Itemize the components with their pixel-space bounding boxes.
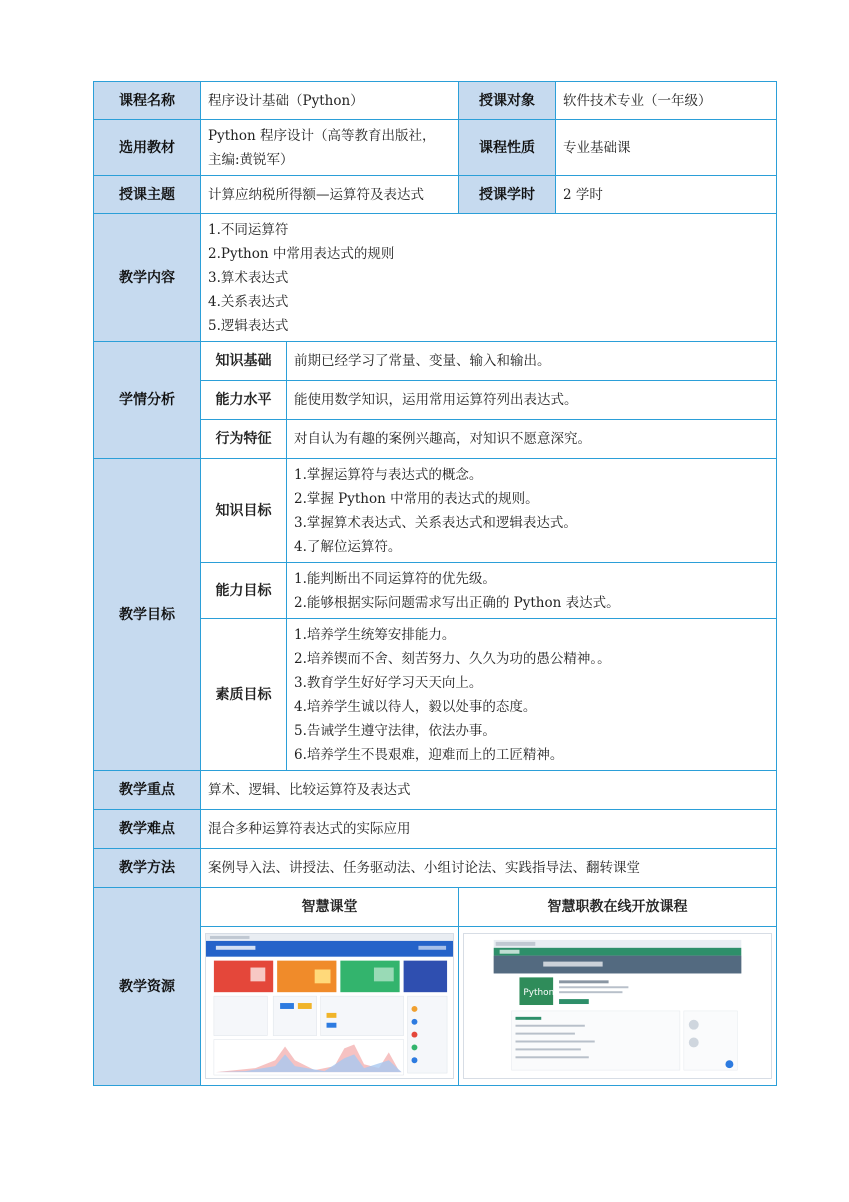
- knowledge-goal-list: [287, 459, 777, 563]
- list-item: 2.掌握 Python 中常用的表达式的规则。: [294, 490, 539, 507]
- online-course-screenshot: [463, 933, 772, 1079]
- online-course-screenshot-cell: [459, 927, 777, 1086]
- smart-classroom-screenshot: [205, 933, 454, 1079]
- audience-label: 授课对象: [459, 82, 556, 120]
- smart-classroom-screenshot-cell: [201, 927, 459, 1086]
- analysis-label: 学情分析: [94, 342, 201, 459]
- topic-value: 计算应纳税所得额—运算符及表达式: [201, 176, 459, 214]
- list-item: 3.掌握算术表达式、关系表达式和逻辑表达式。: [294, 514, 577, 531]
- resource-col-smart-classroom: 智慧课堂: [201, 888, 459, 927]
- lesson-plan-table: [93, 81, 777, 1086]
- ability-goal-list: [287, 563, 777, 619]
- resources-label: 教学资源: [94, 888, 201, 1086]
- list-item: 4.培养学生诚以待人，毅以处事的态度。: [294, 698, 537, 715]
- course-name-label: 课程名称: [94, 82, 201, 120]
- list-item: 5.逻辑表达式: [208, 317, 289, 334]
- quality-goal-list: [287, 619, 777, 771]
- knowledge-base-label: 知识基础: [201, 342, 287, 381]
- list-item: 1.培养学生统筹安排能力。: [294, 626, 456, 643]
- list-item: 1.掌握运算符与表达式的概念。: [294, 466, 483, 483]
- textbook-label: 选用教材: [94, 120, 201, 176]
- course-page-thumbnail-icon: [464, 934, 771, 1078]
- list-item: 1.不同运算符: [208, 221, 289, 238]
- nature-label: 课程性质: [459, 120, 556, 176]
- nature-value: 专业基础课: [556, 120, 777, 176]
- resource-col-online-course: 智慧职教在线开放课程: [459, 888, 777, 927]
- ability-level-label: 能力水平: [201, 381, 287, 420]
- content-list: [201, 214, 777, 342]
- key-points-label: 教学重点: [94, 771, 201, 810]
- audience-value: 软件技术专业（一年级）: [556, 82, 777, 120]
- python-logo-text: Python: [523, 988, 555, 999]
- list-item: 6.培养学生不畏艰难，迎难而上的工匠精神。: [294, 746, 564, 763]
- textbook-value: [201, 120, 459, 176]
- list-item: 2.能够根据实际问题需求写出正确的 Python 表达式。: [294, 594, 620, 611]
- ability-level-value: 能使用数学知识，运用常用运算符列出表达式。: [287, 381, 777, 420]
- behavior-value: 对自认为有趣的案例兴趣高，对知识不愿意深究。: [287, 420, 777, 459]
- list-item: 5.告诫学生遵守法律，依法办事。: [294, 722, 496, 739]
- list-item: 4.关系表达式: [208, 293, 289, 310]
- methods-label: 教学方法: [94, 849, 201, 888]
- textbook-line: 主编:黄锐军）: [208, 151, 294, 168]
- hours-value: 2 学时: [556, 176, 777, 214]
- list-item: 1.能判断出不同运算符的优先级。: [294, 570, 496, 587]
- course-name-value: 程序设计基础（Python）: [201, 82, 459, 120]
- dashboard-thumbnail-icon: [206, 934, 453, 1078]
- list-item: 2.Python 中常用表达式的规则: [208, 245, 395, 262]
- knowledge-goal-label: 知识目标: [201, 459, 287, 563]
- topic-label: 授课主题: [94, 176, 201, 214]
- difficult-points-value: 混合多种运算符表达式的实际应用: [201, 810, 777, 849]
- quality-goal-label: 素质目标: [201, 619, 287, 771]
- textbook-line: Python 程序设计（高等教育出版社，: [208, 127, 436, 144]
- list-item: 3.教育学生好好学习天天向上。: [294, 674, 483, 691]
- list-item: 3.算术表达式: [208, 269, 289, 286]
- list-item: 2.培养锲而不舍、刻苦努力、久久为功的愚公精神。。: [294, 650, 611, 667]
- ability-goal-label: 能力目标: [201, 563, 287, 619]
- behavior-label: 行为特征: [201, 420, 287, 459]
- difficult-points-label: 教学难点: [94, 810, 201, 849]
- goals-label: 教学目标: [94, 459, 201, 771]
- key-points-value: 算术、逻辑、比较运算符及表达式: [201, 771, 777, 810]
- methods-value: 案例导入法、讲授法、任务驱动法、小组讨论法、实践指导法、翻转课堂: [201, 849, 777, 888]
- content-label: 教学内容: [94, 214, 201, 342]
- list-item: 4.了解位运算符。: [294, 538, 402, 555]
- hours-label: 授课学时: [459, 176, 556, 214]
- knowledge-base-value: 前期已经学习了常量、变量、输入和输出。: [287, 342, 777, 381]
